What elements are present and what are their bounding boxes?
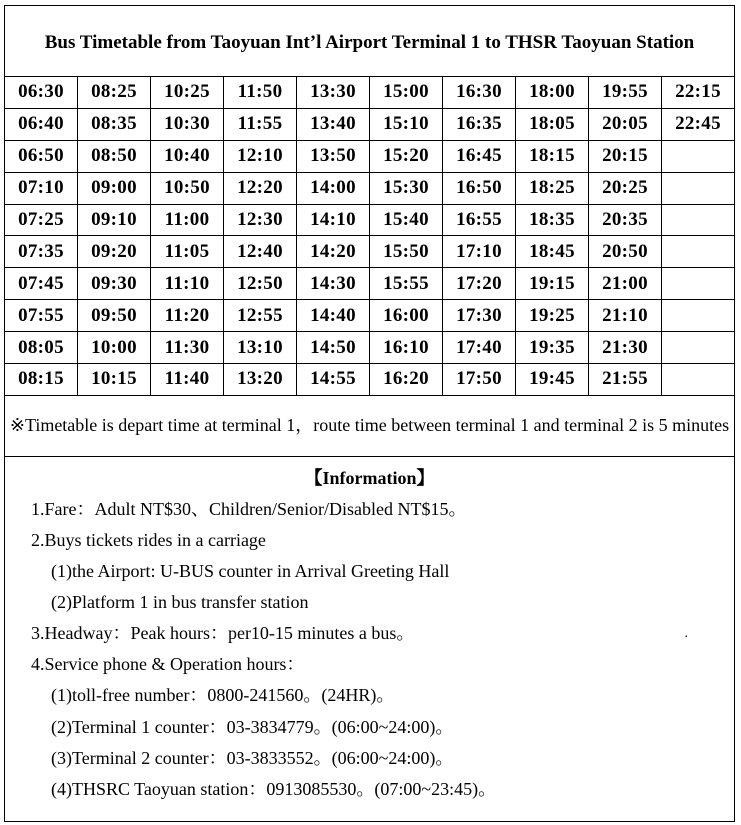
departure-time-cell: 14:30 bbox=[297, 268, 370, 300]
departure-time-cell: 11:10 bbox=[151, 268, 224, 300]
information-line-text: (2)Platform 1 in bus transfer station bbox=[51, 592, 309, 613]
timetable-row bbox=[5, 140, 735, 172]
timetable-note: ※Timetable is depart time at terminal 1，route time between terminal 1 and terminal 2 is 5 minutes bbox=[5, 395, 735, 456]
departure-time-cell bbox=[662, 204, 735, 236]
departure-time-cell: 18:45 bbox=[516, 236, 589, 268]
departure-time-cell: 16:10 bbox=[370, 332, 443, 364]
departure-time-cell: 09:10 bbox=[78, 204, 151, 236]
departure-time-cell: 22:15 bbox=[662, 77, 735, 109]
departure-time-cell: 19:15 bbox=[516, 268, 589, 300]
departure-time-cell: 16:00 bbox=[370, 300, 443, 332]
information-line bbox=[5, 774, 734, 805]
information-line bbox=[5, 525, 734, 556]
departure-time-cell: 18:25 bbox=[516, 172, 589, 204]
departure-time-cell: 07:45 bbox=[5, 268, 78, 300]
departure-time-cell: 06:50 bbox=[5, 140, 78, 172]
timetable-row bbox=[5, 108, 735, 140]
departure-time-cell: 19:35 bbox=[516, 332, 589, 364]
departure-time-cell: 16:20 bbox=[370, 364, 443, 396]
departure-time-cell bbox=[662, 172, 735, 204]
timetable-row bbox=[5, 172, 735, 204]
departure-time-cell: 10:50 bbox=[151, 172, 224, 204]
departure-time-cell: 18:05 bbox=[516, 108, 589, 140]
departure-time-cell: 09:20 bbox=[78, 236, 151, 268]
departure-time-cell: 16:45 bbox=[443, 140, 516, 172]
title-row bbox=[5, 6, 735, 77]
information-line bbox=[5, 618, 734, 649]
information-line bbox=[5, 556, 734, 587]
departure-time-cell: 10:00 bbox=[78, 332, 151, 364]
note-row bbox=[5, 395, 735, 456]
departure-time-cell: 16:30 bbox=[443, 77, 516, 109]
departure-time-cell: 14:00 bbox=[297, 172, 370, 204]
information-line-text: (2)Terminal 1 counter：03-3834779。(06:00~24:00)。 bbox=[51, 716, 454, 737]
information-line bbox=[5, 587, 734, 618]
departure-time-cell: 18:15 bbox=[516, 140, 589, 172]
information-line bbox=[5, 494, 734, 525]
departure-time-cell: 09:30 bbox=[78, 268, 151, 300]
departure-time-cell: 07:10 bbox=[5, 172, 78, 204]
departure-time-cell: 15:10 bbox=[370, 108, 443, 140]
departure-time-cell: 15:20 bbox=[370, 140, 443, 172]
departure-time-cell: 21:10 bbox=[589, 300, 662, 332]
departure-time-cell: 17:50 bbox=[443, 364, 516, 396]
information-line-text: 4.Service phone & Operation hours： bbox=[31, 654, 305, 675]
departure-time-cell: 09:50 bbox=[78, 300, 151, 332]
departure-time-cell: 17:20 bbox=[443, 268, 516, 300]
trailing-mark: . bbox=[684, 626, 688, 642]
information-row bbox=[5, 456, 735, 821]
departure-time-cell: 07:25 bbox=[5, 204, 78, 236]
timetable-row bbox=[5, 236, 735, 268]
departure-time-cell: 07:55 bbox=[5, 300, 78, 332]
departure-time-cell bbox=[662, 300, 735, 332]
information-line-text: 1.Fare：Adult NT$30、Children/Senior/Disabled NT$15。 bbox=[31, 498, 467, 519]
departure-time-cell: 11:50 bbox=[224, 77, 297, 109]
timetable-row bbox=[5, 268, 735, 300]
departure-time-cell: 07:35 bbox=[5, 236, 78, 268]
departure-time-cell: 08:25 bbox=[78, 77, 151, 109]
departure-time-cell: 08:15 bbox=[5, 364, 78, 396]
departure-time-cell: 15:30 bbox=[370, 172, 443, 204]
departure-time-cell: 10:30 bbox=[151, 108, 224, 140]
departure-time-cell: 12:55 bbox=[224, 300, 297, 332]
departure-time-cell bbox=[662, 364, 735, 396]
departure-time-cell: 16:50 bbox=[443, 172, 516, 204]
departure-time-cell: 11:55 bbox=[224, 108, 297, 140]
timetable-sheet bbox=[4, 5, 735, 822]
departure-time-cell: 12:40 bbox=[224, 236, 297, 268]
departure-time-cell: 17:30 bbox=[443, 300, 516, 332]
departure-time-cell: 11:30 bbox=[151, 332, 224, 364]
departure-time-cell bbox=[662, 268, 735, 300]
departure-time-cell: 14:50 bbox=[297, 332, 370, 364]
departure-time-cell: 15:40 bbox=[370, 204, 443, 236]
information-line bbox=[5, 680, 734, 711]
departure-time-cell: 12:10 bbox=[224, 140, 297, 172]
departure-time-cell: 18:00 bbox=[516, 77, 589, 109]
departure-time-cell: 11:20 bbox=[151, 300, 224, 332]
departure-time-cell: 20:35 bbox=[589, 204, 662, 236]
departure-time-cell: 09:00 bbox=[78, 172, 151, 204]
departure-time-cell: 14:40 bbox=[297, 300, 370, 332]
departure-time-cell: 10:25 bbox=[151, 77, 224, 109]
departure-time-cell: 20:15 bbox=[589, 140, 662, 172]
information-line-text: (3)Terminal 2 counter：03-3833552。(06:00~24:00)。 bbox=[51, 747, 454, 768]
departure-time-cell: 18:35 bbox=[516, 204, 589, 236]
information-heading: 【Information】 bbox=[304, 467, 435, 488]
departure-time-cell: 17:10 bbox=[443, 236, 516, 268]
departure-time-cell: 15:50 bbox=[370, 236, 443, 268]
departure-time-cell: 21:00 bbox=[589, 268, 662, 300]
departure-time-cell: 13:10 bbox=[224, 332, 297, 364]
departure-time-cell: 19:55 bbox=[589, 77, 662, 109]
page-title: Bus Timetable from Taoyuan Int’l Airport Terminal 1 to THSR Taoyuan Station bbox=[5, 6, 735, 77]
departure-time-cell: 21:30 bbox=[589, 332, 662, 364]
information-line-text: 2.Buys tickets rides in a carriage bbox=[31, 530, 266, 550]
departure-time-cell: 13:40 bbox=[297, 108, 370, 140]
departure-time-cell: 12:50 bbox=[224, 268, 297, 300]
departure-time-cell: 16:55 bbox=[443, 204, 516, 236]
departure-time-cell: 20:50 bbox=[589, 236, 662, 268]
information-line bbox=[5, 649, 734, 680]
departure-time-cell: 16:35 bbox=[443, 108, 516, 140]
timetable-row bbox=[5, 77, 735, 109]
departure-time-cell: 14:55 bbox=[297, 364, 370, 396]
departure-time-cell bbox=[662, 332, 735, 364]
departure-time-cell: 11:05 bbox=[151, 236, 224, 268]
departure-time-cell: 22:45 bbox=[662, 108, 735, 140]
departure-time-cell: 21:55 bbox=[589, 364, 662, 396]
departure-time-cell: 20:25 bbox=[589, 172, 662, 204]
departure-time-cell bbox=[662, 140, 735, 172]
departure-time-cell bbox=[662, 236, 735, 268]
departure-time-cell: 15:55 bbox=[370, 268, 443, 300]
departure-time-cell: 11:00 bbox=[151, 204, 224, 236]
departure-time-cell: 08:05 bbox=[5, 332, 78, 364]
departure-time-cell: 20:05 bbox=[589, 108, 662, 140]
departure-time-cell: 08:35 bbox=[78, 108, 151, 140]
departure-time-cell: 13:50 bbox=[297, 140, 370, 172]
departure-time-cell: 14:20 bbox=[297, 236, 370, 268]
information-line bbox=[5, 712, 734, 743]
departure-time-cell: 13:20 bbox=[224, 364, 297, 396]
departure-time-cell: 15:00 bbox=[370, 77, 443, 109]
information-line-text: (1)toll-free number：0800-241560。(24HR)。 bbox=[51, 685, 395, 706]
departure-time-cell: 08:50 bbox=[78, 140, 151, 172]
information-section bbox=[5, 456, 735, 821]
information-line-text: (4)THSRC Taoyuan station：0913085530。(07:00~23:45)。 bbox=[51, 778, 497, 799]
departure-time-cell: 13:30 bbox=[297, 77, 370, 109]
information-line bbox=[5, 743, 734, 774]
departure-time-cell: 17:40 bbox=[443, 332, 516, 364]
departure-time-cell: 14:10 bbox=[297, 204, 370, 236]
timetable-row bbox=[5, 364, 735, 396]
departure-time-cell: 19:25 bbox=[516, 300, 589, 332]
departure-time-cell: 19:45 bbox=[516, 364, 589, 396]
departure-time-cell: 12:30 bbox=[224, 204, 297, 236]
departure-time-cell: 11:40 bbox=[151, 364, 224, 396]
information-line-text: 3.Headway：Peak hours：per10-15 minutes a bus。 bbox=[31, 623, 415, 644]
timetable-row bbox=[5, 332, 735, 364]
timetable-row bbox=[5, 300, 735, 332]
departure-time-cell: 10:15 bbox=[78, 364, 151, 396]
timetable-row bbox=[5, 204, 735, 236]
departure-time-cell: 12:20 bbox=[224, 172, 297, 204]
departure-time-cell: 06:40 bbox=[5, 108, 78, 140]
information-line-text: (1)the Airport: U-BUS counter in Arrival Greeting Hall bbox=[51, 561, 450, 582]
departure-time-cell: 10:40 bbox=[151, 140, 224, 172]
departure-time-cell: 06:30 bbox=[5, 77, 78, 109]
